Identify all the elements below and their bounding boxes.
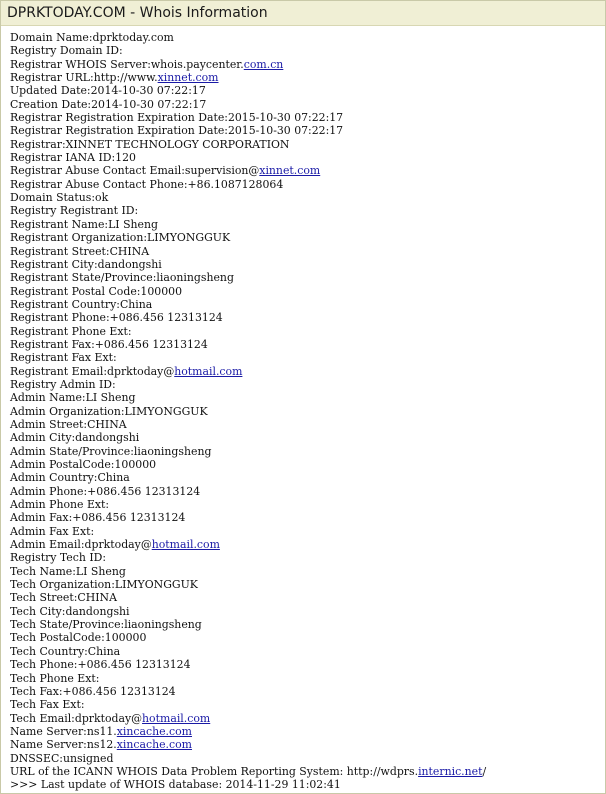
whois-line	[10, 645, 605, 658]
whois-line	[10, 712, 605, 725]
whois-line	[10, 58, 605, 71]
whois-line-text: Name Server:ns11.	[10, 724, 117, 738]
whois-line	[10, 124, 605, 137]
whois-line-text: Tech PostalCode:100000	[10, 631, 147, 645]
whois-line-text: Admin Phone Ext:	[10, 498, 110, 512]
whois-line-text: Admin Name:LI Sheng	[10, 391, 136, 405]
whois-line-text: URL of the ICANN WHOIS Data Problem Reporting System: http://wdprs.	[10, 764, 419, 778]
whois-line	[10, 391, 605, 404]
whois-line-text: Admin Street:CHINA	[10, 417, 127, 431]
whois-line-text: Registrant Fax Ext:	[10, 351, 117, 365]
whois-line-text: Admin Email:dprktoday@	[10, 538, 152, 552]
whois-line	[10, 431, 605, 444]
whois-line	[10, 44, 605, 57]
whois-line	[10, 191, 605, 204]
whois-line-text: Updated Date:2014-10-30 07:22:17	[10, 84, 206, 98]
whois-line-text: Registrant Fax:+086.456 12313124	[10, 337, 208, 351]
whois-domain-link[interactable]: hotmail.com	[151, 538, 220, 552]
whois-line	[10, 84, 605, 97]
whois-line	[10, 164, 605, 177]
whois-line-text: Admin Fax:+086.456 12313124	[10, 511, 186, 525]
whois-line-text: Registrant Name:LI Sheng	[10, 217, 158, 231]
whois-line	[10, 752, 605, 765]
whois-domain-link[interactable]: xincache.com	[116, 738, 193, 752]
whois-line-suffix: /	[482, 764, 487, 778]
whois-line-text: Admin Phone:+086.456 12313124	[10, 484, 201, 498]
whois-line	[10, 511, 605, 524]
whois-domain-link[interactable]: hotmail.com	[174, 364, 243, 378]
whois-line	[10, 325, 605, 338]
whois-line-text: Registry Domain ID:	[10, 44, 123, 58]
whois-line	[10, 418, 605, 431]
whois-line-text: Admin Country:China	[10, 471, 130, 485]
whois-line	[10, 271, 605, 284]
whois-line	[10, 551, 605, 564]
whois-domain-link[interactable]: com.cn	[243, 57, 284, 71]
whois-line-text: Tech Fax Ext:	[10, 698, 85, 712]
whois-line	[10, 658, 605, 671]
whois-line-text: Tech Street:CHINA	[10, 591, 117, 605]
whois-line-text: Tech Email:dprktoday@	[10, 711, 143, 725]
whois-line-text: Registrant Phone Ext:	[10, 324, 132, 338]
whois-line	[10, 631, 605, 644]
whois-line-text: Admin PostalCode:100000	[10, 458, 157, 471]
whois-line-text: Registry Tech ID:	[10, 551, 107, 565]
whois-line-text: Tech Phone:+086.456 12313124	[10, 658, 191, 672]
whois-line	[10, 445, 605, 458]
whois-line	[10, 351, 605, 364]
whois-line	[10, 138, 605, 151]
whois-line-text: Registrant Organization:LIMYONGGUK	[10, 231, 231, 245]
whois-line-text: Admin Fax Ext:	[10, 524, 95, 538]
whois-line	[10, 458, 605, 471]
whois-line-text: DNSSEC:unsigned	[10, 751, 114, 765]
whois-line	[10, 245, 605, 258]
whois-line-text: Registrar Abuse Contact Phone:+86.1087128064	[10, 177, 284, 191]
whois-line	[10, 605, 605, 618]
whois-line-text: Registrar URL:http://www.	[10, 71, 158, 85]
whois-line	[10, 498, 605, 511]
whois-record	[1, 26, 605, 792]
whois-line-text: Tech Country:China	[10, 644, 121, 658]
whois-line	[10, 338, 605, 351]
whois-line	[10, 311, 605, 324]
whois-line	[10, 111, 605, 124]
whois-line-text: Registrar Abuse Contact Email:supervision@	[10, 164, 260, 178]
whois-line-text: Registrar Registration Expiration Date:2015-10-30 07:22:17	[10, 111, 344, 125]
whois-line-text: Admin Organization:LIMYONGGUK	[10, 404, 208, 418]
whois-domain-link[interactable]: internic.net	[418, 764, 483, 778]
whois-line-text: Registrant Postal Code:100000	[10, 284, 183, 298]
whois-line	[10, 591, 605, 604]
whois-line	[10, 778, 605, 791]
whois-line-text: Tech Fax:+086.456 12313124	[10, 684, 176, 698]
whois-domain-link[interactable]: xincache.com	[116, 724, 193, 738]
whois-line-text: Admin State/Province:liaoningsheng	[10, 444, 212, 458]
whois-line-text: Tech State/Province:liaoningsheng	[10, 618, 202, 632]
whois-line-text: Creation Date:2014-10-30 07:22:17	[10, 97, 207, 111]
whois-line-text: Registrant Street:CHINA	[10, 244, 150, 258]
whois-line-text: Name Server:ns12.	[10, 738, 117, 752]
whois-line	[10, 765, 605, 778]
whois-line-text: Registrar Registration Expiration Date:2015-10-30 07:22:17	[10, 124, 344, 138]
whois-line	[10, 71, 605, 84]
whois-line-text: Tech City:dandongshi	[10, 604, 130, 618]
whois-line	[10, 698, 605, 711]
whois-line	[10, 298, 605, 311]
whois-line	[10, 365, 605, 378]
whois-line	[10, 231, 605, 244]
whois-line-text: Tech Name:LI Sheng	[10, 564, 126, 578]
whois-line	[10, 471, 605, 484]
whois-line	[10, 285, 605, 298]
whois-line-text: Registrant Phone:+086.456 12313124	[10, 311, 223, 325]
whois-domain-link[interactable]: hotmail.com	[142, 711, 211, 725]
panel-title: DPRKTODAY.COM - Whois Information	[1, 1, 605, 26]
whois-line	[10, 685, 605, 698]
whois-line	[10, 565, 605, 578]
whois-domain-link[interactable]: xinnet.com	[157, 71, 219, 85]
whois-line-text: Registrar IANA ID:120	[10, 151, 136, 165]
whois-line-text: Registrant Country:China	[10, 297, 153, 311]
whois-line	[10, 578, 605, 591]
whois-line	[10, 31, 605, 44]
whois-line-text: >>> Last update of WHOIS database: 2014-11-29 11:02:41	[10, 778, 341, 792]
whois-line-text: Tech Organization:LIMYONGGUK	[10, 578, 198, 592]
whois-line	[10, 538, 605, 551]
whois-line-text: Registry Registrant ID:	[10, 204, 139, 218]
whois-line	[10, 218, 605, 231]
whois-line	[10, 672, 605, 685]
whois-line	[10, 258, 605, 271]
whois-line-text: Registry Admin ID:	[10, 377, 116, 391]
whois-line-text: Registrant City:dandongshi	[10, 257, 162, 271]
whois-line-text: Registrar WHOIS Server:whois.paycenter.	[10, 57, 244, 71]
whois-line	[10, 151, 605, 164]
whois-line-text: Registrant Email:dprktoday@	[10, 364, 175, 378]
whois-line-text: Registrar:XINNET TECHNOLOGY CORPORATION	[10, 137, 290, 151]
whois-line	[10, 178, 605, 191]
whois-line-text: Domain Name:dprktoday.com	[10, 31, 174, 44]
whois-line	[10, 738, 605, 751]
whois-domain-link[interactable]: xinnet.com	[259, 164, 321, 178]
whois-line	[10, 618, 605, 631]
whois-line	[10, 204, 605, 217]
whois-line	[10, 525, 605, 538]
whois-line	[10, 405, 605, 418]
whois-line	[10, 378, 605, 391]
whois-line	[10, 98, 605, 111]
whois-line	[10, 485, 605, 498]
whois-line-text: Admin City:dandongshi	[10, 431, 140, 445]
whois-line-text: Tech Phone Ext:	[10, 671, 100, 685]
whois-line-text: Registrant State/Province:liaoningsheng	[10, 271, 234, 285]
whois-line-text: Domain Status:ok	[10, 191, 109, 205]
whois-line	[10, 725, 605, 738]
